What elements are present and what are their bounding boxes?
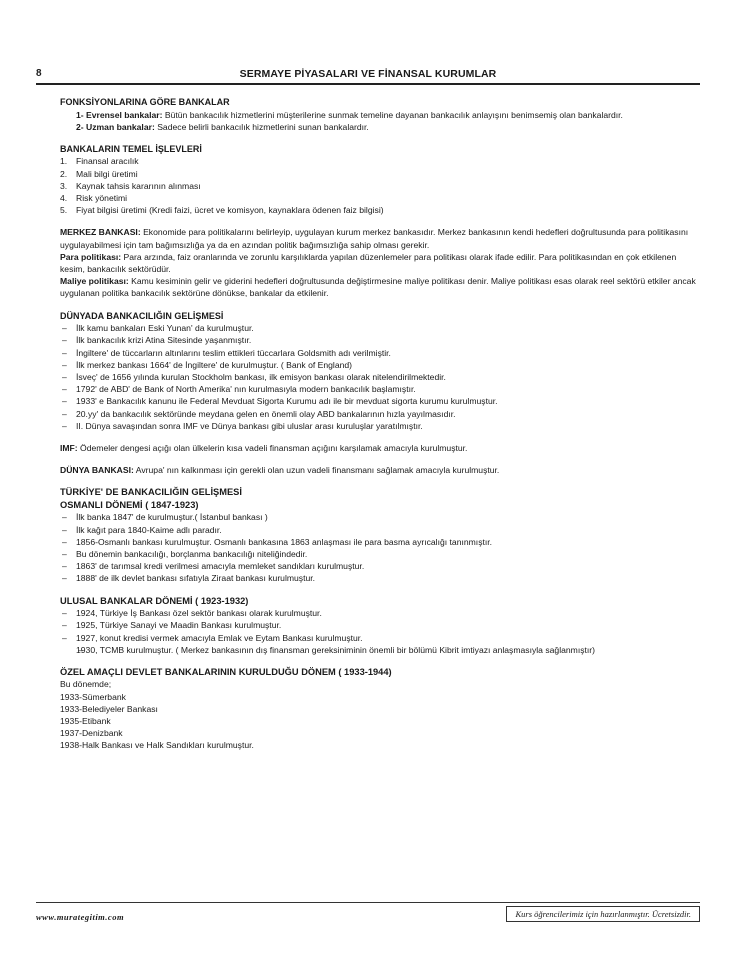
list-item: – 1933' e Bankacılık kanunu ile Federal Mevduat Sigorta Kurumu adı ile bir mevduat sigorta kurumu kurulmuştur. bbox=[60, 395, 700, 407]
list-item: – II. Dünya savaşından sonra IMF ve Dünya bankası gibi uluslar arası kuruluşlar yaratılmıştır. bbox=[60, 420, 700, 432]
national-banks-list bbox=[60, 607, 700, 656]
footer-note: Kurs öğrencilerimiz için hazırlanmıştır. Ücretsizdir. bbox=[506, 906, 700, 922]
list-item: – 1856-Osmanlı bankası kurulmuştur. Osmanlı bankasına 1863 anlaşması ile para basma ayrıcalığı tanınmıştır. bbox=[60, 536, 700, 548]
text-line: 1933-Belediyeler Bankası bbox=[60, 703, 158, 714]
text-line: 1938-Halk Bankası ve Halk Sandıkları kurulmuştur. bbox=[60, 740, 254, 751]
section-turkey-banking bbox=[60, 486, 700, 584]
list-item: 3. Kaynak tahsis kararının alınması bbox=[60, 180, 201, 191]
section-functional-banks bbox=[60, 96, 700, 133]
list-item: – 1888' de ilk devlet bankası sıfatıyla Ziraat bankası kurulmuştur. bbox=[60, 572, 700, 584]
page-number: 8 bbox=[36, 68, 42, 79]
list-item: 5. Fiyat bilgisi üretimi (Kredi faizi, ücret ve komisyon, kaynaklara ödenen faiz bilgisi) bbox=[60, 205, 384, 216]
heading-state-banks: ÖZEL AMAÇLI DEVLET BANKALARININ KURULDUĞU DÖNEM ( 1933-1944) bbox=[60, 666, 392, 677]
list-item: 4. Risk yönetimi bbox=[60, 193, 128, 204]
term-universal-banks: 1- Evrensel bankalar: bbox=[76, 109, 163, 120]
paragraph-imf: IMF: Ödemeler dengesi açığı olan ülkelerin kısa vadeli finansman açığını karşılamak amacıyla kurulmuştur. bbox=[60, 442, 468, 453]
list-item: – 1792' de ABD' de Bank of North Amerika' nın kurulmasıyla modern bankacılık başlamıştır. bbox=[60, 383, 700, 395]
paragraph-central-bank: MERKEZ BANKASI: Ekonomide para politikalarını belirleyip, uygulayan kurum merkez bankasıdır. Merkez bankasının kendi hedefleri doğrultusunda para politikasını uygulayabilmesi için tam bağımsızlığa ya da en azından politik bağımsızlığa sahip olması gerekir. bbox=[60, 227, 689, 250]
list-item: – İlk merkez bankası 1664' de İngiltere' de kurulmuştur. ( Bank of England) bbox=[60, 359, 700, 371]
footer-website: www.murategitim.com bbox=[36, 912, 125, 922]
paragraph-fiscal-policy: Maliye politikası: Kamu kesiminin gelir ve giderini hedefleri doğrultusunda değiştirmesine maliye politikası denir. Maliye politikası esas olarak reel sektörü etkiler ancak uygulanan politika bankacılık sektörüne dönükse, bankalar da etkilenir. bbox=[60, 276, 696, 299]
list-item: – 1924, Türkiye İş Bankası özel sektör bankası olarak kurulmuştur. bbox=[60, 607, 700, 619]
list-item: – İsveç' de 1656 yılında kurulan Stockholm bankası, ilk emisyon bankası olarak nitelendirilmektedir. bbox=[60, 371, 700, 383]
paragraph-universal-banks bbox=[60, 109, 700, 121]
list-item: – 1930, TCMB kurulmuştur. ( Merkez bankasının dış finansman gereksiniminin önemli bir bölümü Kibrit imtiyazı anlaşmasıyla sağlanmıştır) bbox=[60, 644, 700, 656]
list-item: – İlk banka 1847' de kurulmuştur.( İstanbul bankası ) bbox=[60, 511, 700, 523]
list-item: 1. Finansal aracılık bbox=[60, 156, 139, 167]
running-title: SERMAYE PİYASALARI VE FİNANSAL KURUMLAR bbox=[239, 68, 497, 80]
section-state-banks bbox=[60, 666, 700, 752]
section-national-banks bbox=[60, 595, 700, 656]
definition-universal-banks: Bütün bankacılık hizmetlerini müşterilerine sunmak temeline dayanan bankacılık anlayışını benimsemiş olan bankalardır. bbox=[162, 109, 623, 120]
heading-world-banking: DÜNYADA BANKACILIĞIN GELİŞMESİ bbox=[60, 310, 224, 321]
list-item: – İlk bankacılık krizi Atina Sitesinde yaşanmıştır. bbox=[60, 334, 700, 346]
heading-functional-banks: FONKSİYONLARINA GÖRE BANKALAR bbox=[60, 97, 230, 107]
page-header bbox=[36, 67, 700, 85]
section-world-banking bbox=[60, 310, 700, 432]
world-banking-list bbox=[60, 322, 700, 432]
list-item: – İngiltere' de tüccarların altınlarını teslim ettikleri tüccarlara Goldsmith adı verilmiştir. bbox=[60, 347, 700, 359]
list-item: – İlk kamu bankaları Eski Yunan' da kurulmuştur. bbox=[60, 322, 700, 334]
paragraph-monetary-policy: Para politikası: Para arzında, faiz oranlarında ve zorunlu karşılıklarda yapılan düzenlemeler para politikası olarak ifade edilir. Para politikasından en çok etkilenen kesim, bankacılık sektörüdür. bbox=[60, 251, 677, 275]
list-item: – 1863' de tarımsal kredi verilmesi amacıyla memleket sandıkları kurulmuştur. bbox=[60, 560, 700, 572]
text-line: 1935-Etibank bbox=[60, 716, 111, 727]
section-central-bank bbox=[60, 226, 700, 299]
list-item: 2. Mali bilgi üretimi bbox=[60, 168, 138, 179]
text-line: Bu dönemde; bbox=[60, 679, 112, 690]
heading-turkey-banking: TÜRKİYE' DE BANKACILIĞIN GELİŞMESİ bbox=[60, 487, 242, 498]
section-core-functions bbox=[60, 143, 700, 217]
heading-national-banks: ULUSAL BANKALAR DÖNEMİ ( 1923-1932) bbox=[60, 595, 249, 606]
list-item: – 1927, konut kredisi vermek amacıyla Emlak ve Eytam Bankası kurulmuştur. bbox=[60, 632, 700, 644]
page-footer bbox=[36, 902, 700, 929]
functions-list bbox=[60, 155, 700, 216]
page-content bbox=[60, 96, 700, 752]
list-item: – 1925, Türkiye Sanayi ve Maadin Bankası kurulmuştur. bbox=[60, 619, 700, 631]
list-item: – Bu dönemin bankacılığı, borçlanma bankacılığı niteliğindedir. bbox=[60, 548, 700, 560]
text-line: 1933-Sümerbank bbox=[60, 691, 126, 702]
definition-specialized-banks: Sadece belirli bankacılık hizmetlerini sunan bankalardır. bbox=[154, 121, 369, 132]
heading-core-functions: BANKALARIN TEMEL İŞLEVLERİ bbox=[60, 143, 202, 154]
paragraph-world-bank: DÜNYA BANKASI: Avrupa' nın kalkınması için gerekli olan uzun vadeli finansmanı sağlamak amacıyla kurulmuştur. bbox=[60, 465, 500, 476]
list-item: – İlk kağıt para 1840-Kaime adlı paradır. bbox=[60, 524, 700, 536]
text-line: 1937-Denizbank bbox=[60, 728, 123, 739]
paragraph-specialized-banks bbox=[60, 121, 700, 133]
heading-ottoman-period: OSMANLI DÖNEMİ ( 1847-1923) bbox=[60, 499, 199, 510]
ottoman-list bbox=[60, 511, 700, 584]
term-specialized-banks: 2- Uzman bankalar: bbox=[76, 121, 155, 132]
list-item: – 20.yy' da bankacılık sektöründe meydana gelen en önemli olay ABD bankalarının hızla yayılmasıdır. bbox=[60, 408, 700, 420]
